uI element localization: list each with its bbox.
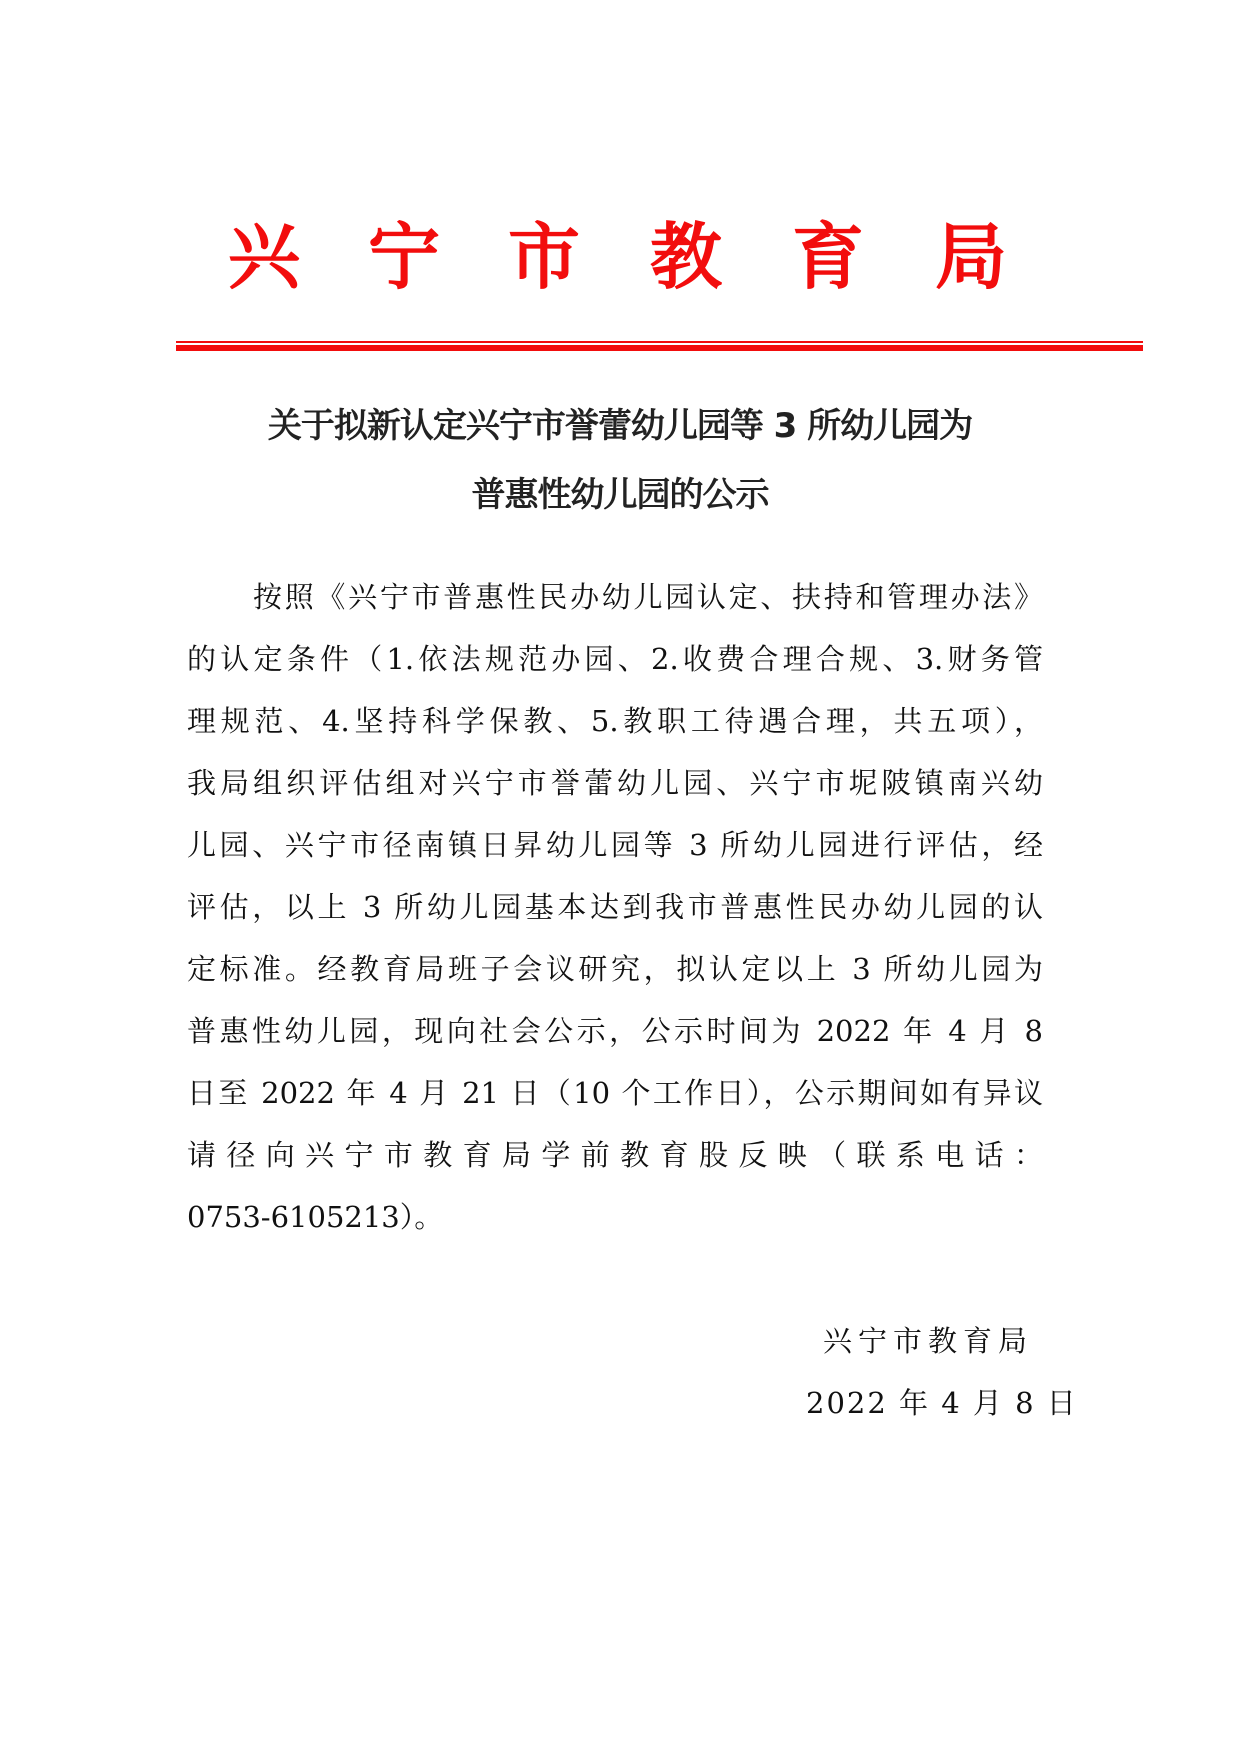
body-line: 定标准。经教育局班子会议研究，拟认定以上 3 所幼儿园为 [187, 952, 1043, 986]
masthead-char: 市 [508, 214, 581, 299]
body-line: 请径向兴宁市教育局学前教育股反映（联系电话： [187, 1138, 1043, 1172]
masthead-char: 宁 [368, 214, 441, 299]
body-line: 普惠性幼儿园，现向社会公示，公示时间为 2022 年 4 月 8 [187, 1014, 1043, 1048]
body-line: 儿园、兴宁市径南镇日昇幼儿园等 3 所幼儿园进行评估，经 [187, 828, 1043, 862]
masthead-char: 育 [792, 214, 865, 299]
body-line: 的认定条件（1.依法规范办园、2.收费合理合规、3.财务管 [187, 642, 1043, 676]
masthead-rule-thick [176, 345, 1143, 351]
masthead [0, 212, 1240, 302]
masthead-char: 教 [650, 214, 723, 299]
body-line: 0753-6105213）。 [187, 1200, 444, 1234]
signature-org: 兴宁市教育局 [823, 1324, 1034, 1358]
masthead-char: 局 [935, 214, 1008, 299]
document-title-line-1: 关于拟新认定兴宁市誉蕾幼儿园等 3 所幼儿园为 [267, 406, 973, 446]
masthead-rule-thin [176, 341, 1143, 343]
body-line: 评估，以上 3 所幼儿园基本达到我市普惠性民办幼儿园的认 [187, 890, 1043, 924]
body-line: 日至 2022 年 4 月 21 日（10 个工作日），公示期间如有异议 [187, 1076, 1043, 1110]
document-title-line-2: 普惠性幼儿园的公示 [471, 475, 769, 515]
masthead-char: 兴 [228, 214, 301, 299]
body-line: 我局组织评估组对兴宁市誉蕾幼儿园、兴宁市坭陂镇南兴幼 [187, 766, 1043, 800]
body-line: 按照《兴宁市普惠性民办幼儿园认定、扶持和管理办法》 [253, 580, 1043, 614]
body-line: 理规范、4.坚持科学保教、5.教职工待遇合理，共五项）， [187, 704, 1043, 738]
signature-date: 2022 年 4 月 8 日 [806, 1386, 1078, 1420]
